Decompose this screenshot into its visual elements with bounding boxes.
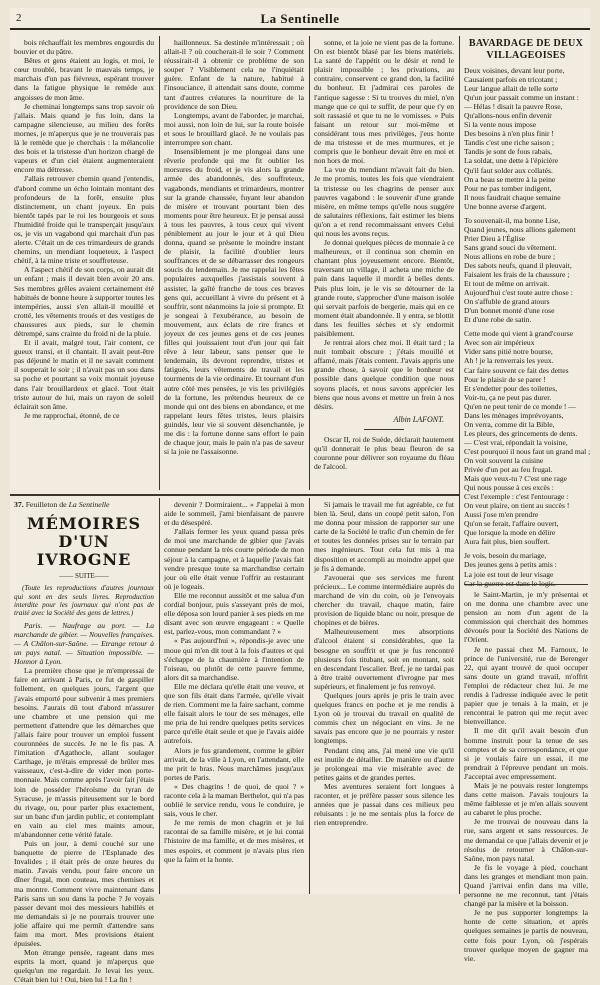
poem-line: Une bonne averse d'argent. (464, 201, 547, 211)
newspaper-title: La Sentinelle (260, 11, 340, 26)
poem-line: Qu'il faut solder aux collatés. (464, 165, 553, 175)
poem-line: La soldat, une dette à l'épicière (464, 156, 559, 166)
paragraph: Oscar II, roi de Suède, déclarait hautement qu'il donnerait le plus beau fleuron de sa couronne pour délivrer son royaume du fléau de l'alcool. (314, 434, 454, 472)
poem-line: C'est l'exemple : c'est l'entourage : (464, 492, 569, 502)
memoirs-note: (Toute les reproductions d'autres journaux qui sont en des seuls livres. Reproduction interdite pour les journaux qui n'ont pas de traité avec la Société des gens de lettres.) (14, 584, 154, 618)
poem-line: Si la vente nous impose (464, 120, 537, 130)
article-column-3 (314, 38, 454, 484)
paragraph: Elle me déclara qu'elle était une veuve, et que son fils était dans l'armée, qu'elle vivait de rien. Comment me la faire sachant, comme elle faisait alors le tour de ses ménages, elle me pria de lui rendre quelques petits services parce qu'elle était seule et que je l'avais aidée autrefois. (164, 681, 304, 746)
paragraph: Quelques jours après je pris le train avec quelques francs en poche et je me rendis à Lyon où je trouvai du travail en qualité de commis chez un négociant en vins. Je ne savais pas encore que je ne pourrais y rester longtemps. (314, 690, 454, 746)
poem-line: On veut plaire, on tient au succès ! (464, 501, 570, 511)
paragraph: Longtemps, avant de l'aborder, je marchai, moi aussi, non loin de lui, sur la route boisée et sous le brouillard glacé. Je ne voulais pas interrompre son chant. (164, 110, 304, 148)
poem-body (464, 66, 591, 588)
column-divider (309, 498, 310, 894)
poem-line: Leur langue allait de telle sorte (464, 84, 559, 94)
poem-line: Que lorsque la mode en délire (464, 528, 556, 538)
paragraph: sonne, et la joie ne vient pas de la fortune. On est bientôt blasé par les biens matériels. La santé de l'appétit ou le désir et rend le plaisir impossible ; les privations, au contraire, conservent ce grand don, la facilité du bonheur. Et j'admirai ces paroles de l'antique sagesse : Si tu trouves du miel, n'en mange que ce qui te suffit, de peur que t'y en soit rassasié et que tu ne le vomisses. » Puis faisant un retour sur moi-même et considérant tous mes privilèges, j'eus honte de ma tristesse et de mes murmures, et je compris que le bonheur devait être en moi et non hors de moi. (314, 38, 454, 166)
poem-title: BAVARDAGE DE DEUX VILLAGEOISES (468, 38, 584, 61)
paragraph: « Des chagrins ! de quoi, de quoi ? » raconte cela à la maman Berthelot, qui n'a pas oublié le service rendu, vous le conduire, je sais, vous le cher. (164, 781, 304, 819)
poem-line: Qu'un jour passait comme un instant : (464, 93, 579, 103)
paragraph: Paris. — Naufrage au port. — La marchande de gibier. — Nouvelles françaises. — A Châlon-sur-Saône. — Etrange retour à un pays natal. — Situation impossible. — Honnor à Lyon. (14, 620, 154, 667)
poem-line: Causaient parfois en tricotant ; (464, 75, 558, 85)
paragraph: Je donnai quelques pièces de monnaie à ce malheureux, et il continua son chemin en chantant plus joyeusement encore. Bientôt, traversant un village, il acheta une miche de pain dans laquelle il mordit à belles dents. Puis plus loin, je le vis se détourner de la grande route, s'approcher d'une maison isolée qui servait parfois de bergerie, mais qui en ce moment était abandonnée. Il y entra, se blottit dans les feuilles sèches et s'y endormit paisiblement. (314, 238, 454, 338)
poem-line: La joie est tout de leur visage (464, 569, 554, 579)
feuilleton-number: 37. (14, 500, 24, 509)
memoirs-suite: —— SUITE —— (14, 572, 154, 581)
column-divider (159, 498, 160, 894)
paragraph: A l'aspect chétif de son corps, on aurait dit un enfant ; mais il devait bien avoir 20 ans. Ses membres grêles avaient certainement été habitués de bonne heure à supporter toutes les intempéries, aussi s'en allait-il mouillé et crotté, les vêtements troués et des vestiges de chaussures aux pieds, sur le chemin détrempé, sans crainte du froid ni de la pluie. (14, 265, 154, 338)
paragraph: Elle me reconnut aussitôt et me salua d'un cordial bonjour, puis s'asseyant près de moi, elle déposa son lourd panier à ses pieds en me disant avec son œuvre engageant : « Quelle est, parlez-vous, mon commandant ? » (164, 590, 304, 637)
paragraph: Puis un jour, à demi couché sur une banquette de pierre de l'Esplanade des Invalides ; il était près de onze heures du matin. J'avais vendu, pour faire encore un dîner frugal, mon couteau, mes chemises et ma montre. Comment vivre maintenant dans Paris sans un sou dans la poche ? Je voyais passer devant moi des messieurs habillés et me demandais si je ne pourrais trouver une jolie affaire qui me permît d'attendre sans faim ma mort. Mes provisions étaient épuisées. (14, 839, 154, 949)
paragraph: J'allais retrouver chemin quand j'entendis, d'abord comme un écho lointain montant des profondeurs de la forêt, ensuite plus distinctement, un chant joyeux. En puis bientôt tapés par le roi les bourgeois et sous l'humidité froide qui le transperçait jusqu'aux os, je vis un vagabond qui marchait d'un pas alerte. C'était un de ces trimardeurs de grands chemins, un mendiant loqueteux, à l'aspect chétif, à la mine triste et souffreteuse. (14, 174, 154, 266)
masthead (10, 8, 590, 30)
article-column-7 (314, 500, 454, 892)
poem-column (464, 38, 591, 579)
poem-line: — Hélas ! disait la pauvre Rose, (464, 102, 563, 112)
page-number: 2 (16, 12, 22, 24)
section-divider (464, 584, 588, 585)
feuilleton-paper: La Sentinelle (68, 500, 110, 509)
memoirs-body (14, 621, 154, 985)
poem-line: To souvenait-il, ma bonne Lise, (464, 215, 561, 225)
paragraph: Je cheminai longtemps sans trop savoir où j'allais. Mais quand je fus loin, dans la campagne silencieuse, au milieu des forêts mornes, je m'aperçus que je ne trouverais pas là le remède que je cherchais : la mélancolie des bois et la tristesse d'un horizon chargé de vapeurs et d'un ciel étaient augmenteraient encore ma détresse. (14, 101, 154, 175)
column-divider (309, 36, 310, 490)
paragraph: Pendant cinq ans, j'ai mené une vie qu'il est inutile de détailler. De manière ou d'autre je prolongeai ma vie misérable avec de petites gains et de grandes pertes. (314, 745, 454, 782)
poem-line: Pour ne pas tomber indigent, (464, 183, 552, 193)
poem-line: Dans les ménages imprévoyants, (464, 410, 564, 420)
poem-line: Je vois, besoin du mariage, (464, 551, 547, 561)
poem-line: Nous allions en robe de bure ; (464, 251, 556, 261)
paragraph: Je me remis de mon chagrin et je lui racontai de sa famille misère, et je lui contai l'histoire de ma famille, et de mes misères, et mes espoirs, et comment je n'avais plus rien que la faim et la honte. (164, 818, 304, 864)
article-column-2 (164, 38, 304, 484)
poem-line: On a beau se mettre à la peine (464, 174, 556, 184)
paragraph: devenir ? Dormiraient... » J'appelai à mon aide le sommeil, j'ami bienfaisant de pauvre et du désespéré. (164, 500, 304, 528)
poem-line: Aussi j'ose m'en prendre (464, 510, 539, 520)
poem-line: Vider sans pitié notre bourse, (464, 347, 553, 357)
paragraph: La première chose que je m'empressai de faire en arrivant à Paris, ce fut de gaspiller follement, en quelques jours, l'argent que j'avais emporté pour subvenir à mes premiers besoins. J'aurais dû tout d'abord m'assurer une chambre et une pension qui me permettent d'attendre que les démarches que j'allais faire pour trouver un emploi fussent couronnées de succès. Je ne le fis pas. A l'imitation d'Agathocle, allant soulager Carthage, je m'étais empressé de brûler mes vaisseaux, c'est-à-dire de vider mon porte-monnaie. Mais comme après l'avoir fait j'étais loin de posséder l'héroïsme du tyran de Syracuse, je m'assis piteusement sur le bord du rivage, ou, pour parler plus exactement, sur un banc d'un jardin public, et contemplant en vain au ciel mes maints amour, m'abandonner cette vérité fatale. (14, 666, 154, 839)
paragraph: Insensiblement je me plongeai dans une rêverie profonde qui me fit oublier les morsures du froid, et je vis alors la grande armée des abandonnés, des souffreteux, vagabonds, mendiants et trimardeurs, montrer sur la grande chaussée, fuyant leur abandon de misère et trouvant pourtant bien des moments pour être heureux. Et je pensai aussi à tous les pauvres, à tous ceux qui vivent péniblement au jour le jour et à qui Dieu donna, quand se présente le moindre instant de plaisir, la facilité d'oublier leurs souffrances et de se débarrasser des rongeurs soucis du lendemain. Je me rappelai les fêtes populaires auxquelles j'assistais souvent à assister, la gaîté franche de tous ces braves gens qui, accueillant à vivre du présent et à souffrir, sont néanmoins la joie si prompte. Et je songeai à l'exubérance, au besoin de mouvement, aux éclats de rire francs et joyeux de ces jeunes gens et de ces jeunes filles qui jouissaient tout d'un jour qui fait rêve à leur labeur, sans penser que le lendemain, ils devront reprendre, tristes et fatigués, leurs vêtements de travail et les tourments de la vie ordinaire. Et tournant d'un autre côté mes pensées, je vis les privilégiés de la fortune, les prétendus heureux de ce monde qui ont des biens en abondance, et me rappelant leurs fêtes tristes, leurs plaisirs guindés, leur vie si souvent désenchantée, je me dis : la fortune donne sans effort le pain de chaque jour, mais le pain n'a pas de saveur si la joie ne l'assaisonne. (164, 147, 304, 457)
paragraph: Et il avait, malgré tout, l'air content, ce gueux transi, et il chantait. Il avait peut-être pas déjeuné le matin et il ne savait comment il souperait le soir ; il n'avait pas un sou dans sa poche et pourtant sa voix montait joyeuse dans l'air brouillardeux et glacé. Tout était triste autour de lui, mais un rayon de soleil éclairait son âme. (14, 338, 154, 411)
article-column-1 (14, 38, 154, 484)
poem-line: Tandis c'est une riche saison ; (464, 138, 555, 148)
poem-line: Qu'allons-nous enfin devenir (464, 111, 552, 121)
poem-line: Cette mode qui vient à grand'course (464, 329, 574, 339)
poem-line: Et d'une robe de satin. (464, 315, 532, 325)
paragraph: Mes aventures seraient fort longues à raconter, et je préfère passer sous silence les années que je passai dans ces milieux peu reluisants : je ne me sentais plus la force de rien entreprendre. (314, 781, 454, 828)
feuilleton-header (14, 500, 154, 509)
column-divider (159, 36, 160, 490)
poem-line: Aura fait plus, bien souffert. (464, 537, 550, 547)
paragraph: « Pas aujourd'hui », répondis-je avec une moue qui m'en dit tout à la fois d'autres et qui s'échappe de la chaumière à l'intention de l'oiseau, ou plutôt de cette pauvre femme, alors dit sa marchandise. (164, 636, 304, 682)
poem-line: Avec son air impérieux (464, 338, 535, 348)
poem-line: Voir-tu, ça ne peut pas durer. (464, 392, 552, 402)
poem-line: Qu'on se ferait, l'affaire ouvert, (464, 519, 559, 529)
article-column-8 (464, 590, 588, 963)
poem-line: D'un bonnet monté d'une rose (464, 306, 555, 316)
poem-line: Privée d'un pot au feu frugal. (464, 465, 553, 475)
poem-line: Qui nous pousse à ces excès : (464, 483, 554, 493)
article-column-6 (164, 500, 304, 892)
section-divider (10, 494, 459, 496)
poem-line: Prier Dieu à l'Église (464, 233, 526, 243)
poem-line: Les pleurs, des grincements de dents. (464, 428, 578, 438)
paragraph: Mais je ne pouvais rester longtemps dans cette maison. J'avais toujours la même faiblesse et je m'en allais souvent au cabaret le plus proche. (464, 780, 588, 818)
paragraph: Je me trouvai de nouveau dans la rue, sans argent et sans ressources. Je me demandai ce que j'allais devenir et je résolus de retourner à Châlon-sur-Saône, mon pays natal. (464, 817, 588, 863)
paragraph: haillonneux. Sa destinée m'intéressait ; où allait-il ? où coucherait-il le soir ? Comment réussirait-il à obtenir ce problème de son souper ? Visiblement cela ne l'inquiétait guère. Enfant de la nature, habitué à l'insouciance, il attendait sans doute, comme tant d'autres créatures la nourriture de la providence de son Dieu. (164, 38, 304, 111)
poem-line: Faisaient les frais de la chaussure ; (464, 270, 570, 280)
newspaper-page (10, 8, 591, 985)
paragraph: Je rentrai alors chez moi. Il était tard ; la nuit tombait obscure ; j'étais mouillé et affamé, mais j'étais content. J'avais appris une grande chose, à savoir que le bonheur est possible dans quelque condition que nous soyons placés, et nous savons apprécier les biens que nous avons et mettre un frein à nos désirs. (314, 338, 454, 411)
poem-line: Qu'en ne peut tenir de ce monde ! — (464, 401, 576, 411)
paragraph: Je ne passai chez M. Farnoux, le prince de l'université, rue de Berenger 22, qui ayant trouvé de quoi occuper sans doute un grand travail, m'offrit l'emploi de rédacteur chez lui. Je me rendis à l'adresse indiquée avec le petit papier que je tenais à la main, et je rencontrai le patron qui me reçut avec bienveillance. (464, 644, 588, 727)
poem-line: Tandis je sont de fous rabais, (464, 147, 553, 157)
poem-line: Ah ! je la renverrais les yeux. (464, 356, 554, 366)
poem-line: Des besoins à n'en plus finir ! (464, 129, 554, 139)
poem-line: Et tout de même on arrivait. (464, 279, 550, 289)
paragraph: bois réchauffait les membres engourdis du bouvier et du pâtre. (14, 38, 154, 57)
paragraph: Bêtes et gens étaient au logis, et moi, le cœur troublé, bravant le mauvais temps, je marchais d'un pas fiévreux, espérant trouver dans la fatigue physique le remède aux angoisses de mon âme. (14, 56, 154, 102)
paragraph: J'allais fermer les yeux quand passa près de moi une marchande de gibier que j'avais connue pendant la très courte période de mon séjour à la campagne, et à laquelle j'avais fait vendre presque toute sa marchandise certain jour où elle était venue l'offrir au restaurant où je logeais. (164, 527, 304, 591)
poem-line: Aujourd'hui c'est toute autre chose : (464, 288, 573, 298)
poem-line: Des sabots neufs, quand il pleuvait, (464, 260, 572, 270)
paragraph: Alors je fus grandement, comme le gibier arrivait, de la ville à Lyon, en l'attendant, elle me prit le bras. Nous marchâmes jusqu'aux portes de Paris. (164, 745, 304, 782)
feuilleton-label: Feuilleton de (25, 500, 67, 509)
poem-line: On s'affuble de grand atours (464, 297, 550, 307)
feuilleton-column (14, 500, 154, 985)
poem-line: On voit souvent la cuisine (464, 455, 544, 465)
poem-line: Sans grand souci du vêtement. (464, 242, 557, 252)
paragraph: La vue du mendiant m'avait fait du bien. Je me promis, toutes les fois que viendraient la tristesse ou les chagrins de penser aux pauvres vagabond : le souvenir d'une grande misère, en même temps qu'elle nous suggère de salutaires réflexions, fait estimer les biens qu'on a et rend recommaissant envers Celui qui nous les avons reçus. (314, 165, 454, 238)
poem-line: Et s'endetter pour des toilettes, (464, 383, 558, 393)
paragraph: Malheureusement mes absorptions d'alcool étaient si considérables, que la besogne en souffrit et que je fus rencontré plusieurs fois titubant, soit en montant, soit en descendant l'escalier. Bref, je ne tardai pas à être traité ouvertement d'ivrogne par mes supérieurs, et finalement je fus renvoyé. (314, 627, 454, 691)
poem-line: — C'est vrai, répondait la voisine, (464, 437, 568, 447)
poem-line: Il nous faudrait chaque semaine (464, 192, 561, 202)
poem-line: Quand jeunes, nous allions galement (464, 224, 576, 234)
paragraph: Si jamais le travail me fut agréable, ce fut bien là. Seul, dans un coupé petit salon, l'on me donna pour mission de rapporter sur une carte de la Société le trafic d'un chemin de fer et toutes les données prises sur le terrain par mes ingénieurs. Tout cela fut mis à ma disposition et accompli au moindre appel que je fis à demande. (314, 500, 454, 573)
memoirs-title: MÉMOIRES D'UN IVROGNE (26, 514, 142, 570)
paragraph: Je me rapprochai, étonné, de ce (24, 410, 120, 420)
poem-line: Car faire souvent ce fait des dettes (464, 365, 569, 375)
poem-line: Mais que veux-tu ? C'est une rage (464, 474, 568, 484)
paragraph: J'avouerai que ses services me furent précieux... Le comme intermédiaire auprès du marchand de vin du coin, où je l'envoyais chercher du travail, chaque matin, faire provision de liquide blanc ou noir, presque de chopines et de bières. (314, 572, 454, 628)
short-divider (364, 429, 404, 430)
article-signature: Albin LAFONT. (393, 414, 444, 424)
column-divider (459, 36, 460, 894)
paragraph: Il me dit qu'il avait besoin d'un homme instruit pour la tenue de ses comptes et de sa correspondance, et que si je voulais faire un essai, il me prendrait à l'épreuve pendant un mois. J'acceptai avec empressement. (464, 726, 588, 781)
poem-line: Pour le plaisir de se parer ! (464, 374, 546, 384)
paragraph: Je fis le voyage à pied, couchant dans les granges et mendiant mon pain. Quand j'arrivai enfin dans ma ville, personne ne me reconnut, tant j'étais changé par la misère et la boisson. (464, 862, 588, 909)
paragraph: le Saint-Martin, je m'y présentai et on me donna une chambre avec une pension au nom d'un agent de la commission qui cherchait des hommes dévoués pour la Société des Nations de l'Orient. (464, 590, 588, 645)
poem-line: On verra, comme dit la Bible, (464, 419, 555, 429)
paragraph: Je ne pus supporter longtemps la honte de cette situation, et après quelques semaines je partis de nouveau, cette fois pour Lyon, où j'espérais trouver quelque moyen de gagner ma vie. (464, 908, 588, 963)
paragraph: Mon étrange pensée, rageant dans mes esprits la mort, quand je m'aperçus que quelqu'un me regardait. Je levai les yeux. C'était bien lui ! Oui, bien lui ! La fin ! (14, 948, 154, 985)
poem-line: Deux voisines, devant leur porte, (464, 66, 565, 75)
poem-line: Des jeunes gens à petits amis : (464, 560, 557, 570)
poem-line: C'est pourquoi il nous faut un grand mal ; (464, 446, 591, 456)
